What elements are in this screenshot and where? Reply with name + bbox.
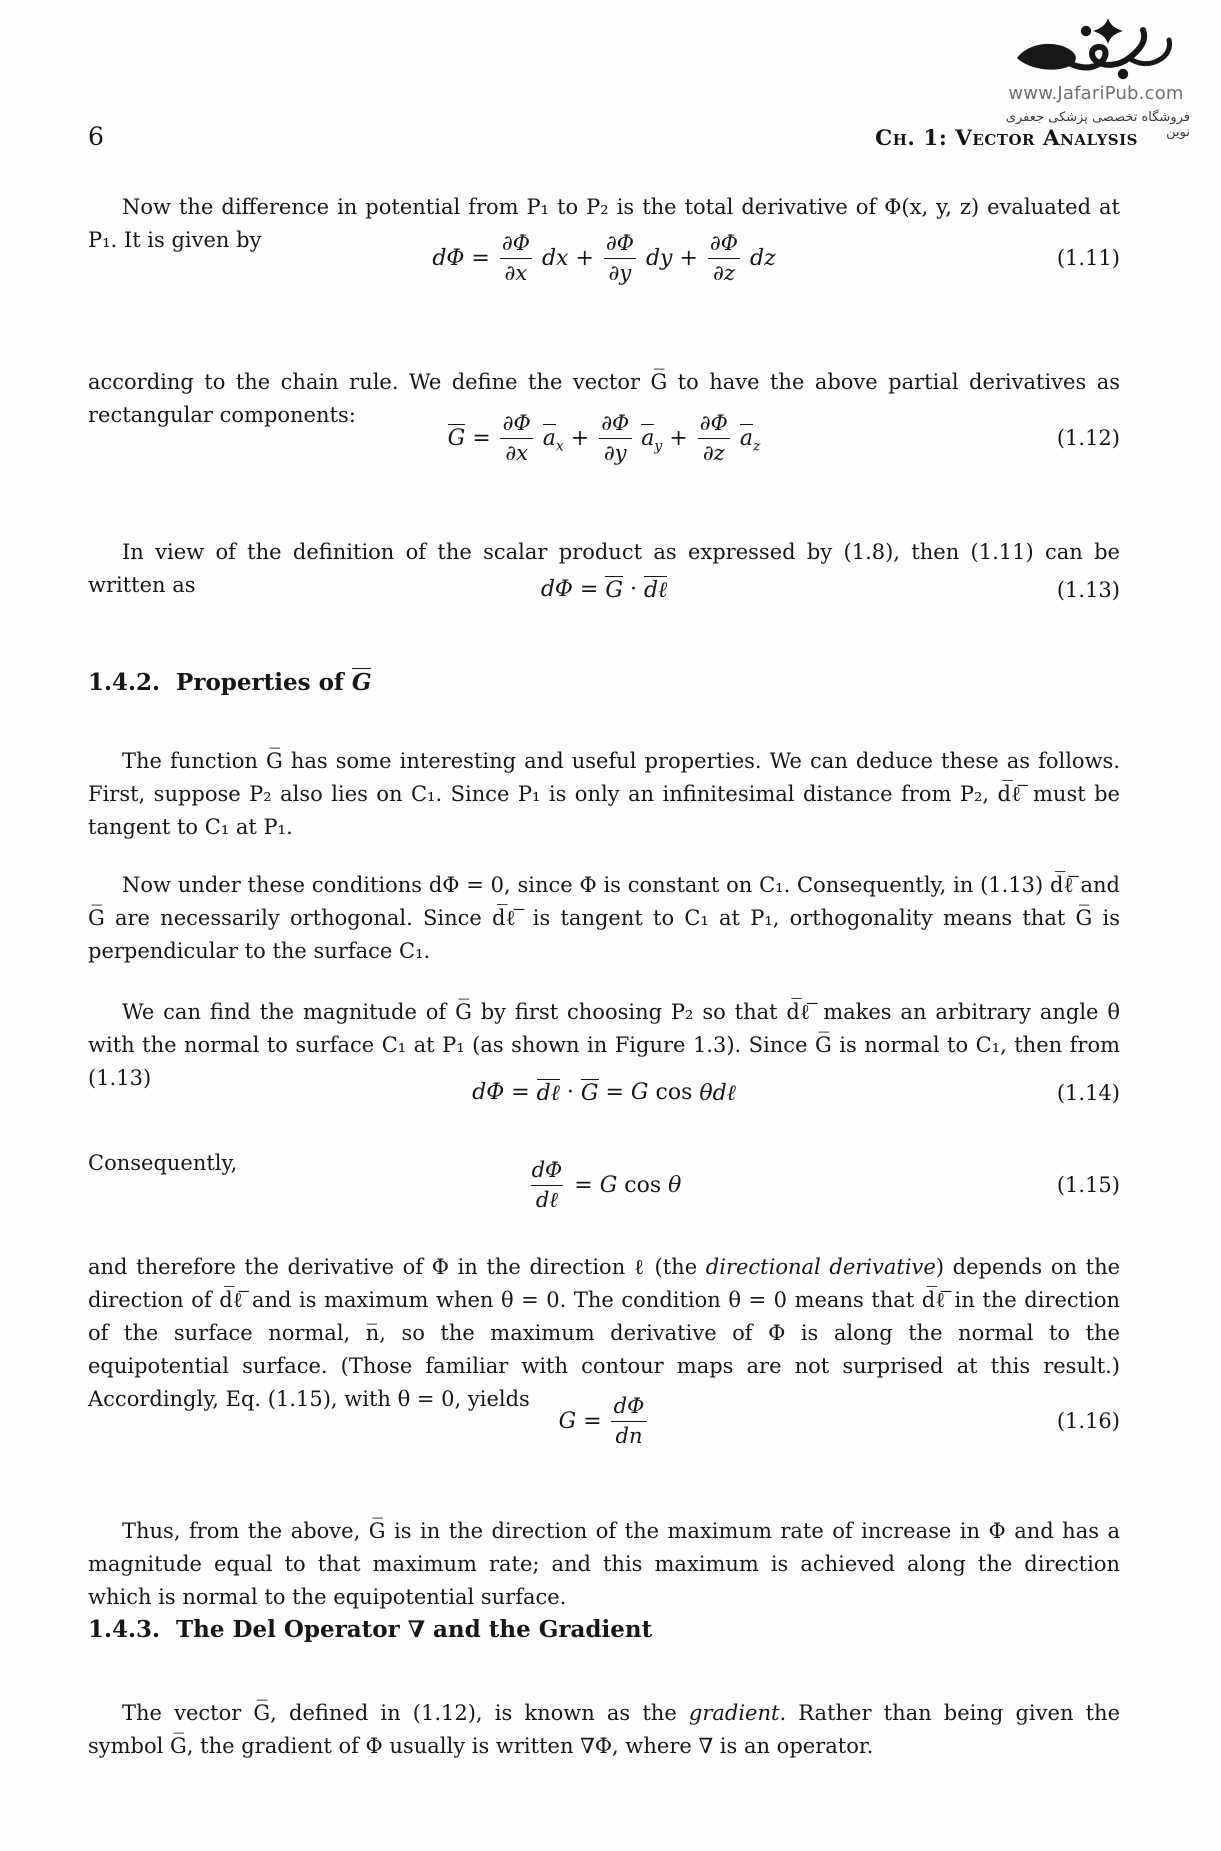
eq13-dot-operator: · bbox=[629, 577, 637, 603]
italic-directional-derivative: directional derivative bbox=[705, 1255, 936, 1279]
paragraph-scalar-product: In view of the definition of the scalar product as expressed by (1.8), then (1.11) can be written as bbox=[88, 540, 1120, 597]
equation-1-11-body bbox=[432, 230, 775, 286]
publisher-logo-icon bbox=[1011, 18, 1181, 82]
equation-1-16 bbox=[88, 1385, 1120, 1457]
eq12-G-bar: G bbox=[447, 426, 466, 452]
eq12-equals: = bbox=[472, 425, 491, 451]
eq11-dz: dz bbox=[749, 245, 776, 271]
page-number: 6 bbox=[88, 122, 104, 151]
eq14-cos: cos bbox=[655, 1080, 693, 1106]
eq14-lhs: dΦ = bbox=[472, 1080, 530, 1106]
section-heading-1-4-3 bbox=[88, 1616, 1120, 1643]
publisher-tagline: فروشگاه تخصصی پزشکی جعفری نوین bbox=[1005, 110, 1190, 140]
eq14-G-bar: G bbox=[580, 1081, 599, 1107]
section-number: 1.4.3. bbox=[88, 1616, 161, 1643]
eq12-unit-z: $a_z$ bbox=[739, 426, 761, 455]
italic-gradient: gradient bbox=[688, 1701, 780, 1725]
equation-number-1-15: (1.15) bbox=[1056, 1173, 1120, 1197]
section-heading-1-4-2 bbox=[88, 668, 1120, 696]
paragraph-text: ) depends on the direction of d̅ℓ̅ and is maximum when θ = 0. The condition θ = 0 means that d̅ℓ̅ in the direction of the surface normal, n̅, so the maximum derivative of Φ is along the normal to the equipotential surface. (Those familiar with contour maps are not surprised at this result.) Accordingly, Eq. (1.15), with θ = 0, yields bbox=[88, 1255, 1121, 1411]
paragraph-text: and therefore the derivative of Φ in the direction ℓ (the bbox=[88, 1255, 706, 1279]
paragraph-orthogonality: Now under these conditions dΦ = 0, since Φ is constant on C₁. Consequently, in (1.13) d̅ℓ̅ and G̅ are necessarily orthogonal. Since d̅ℓ̅ is tangent to C₁ at P₁, orthogonality means that G̅ is perpendicular to the surface C₁. bbox=[88, 873, 1120, 963]
eq14-theta-dl: θdℓ bbox=[699, 1080, 736, 1106]
equation-number-1-14: (1.14) bbox=[1056, 1081, 1120, 1105]
eq13-G-bar: G bbox=[605, 578, 623, 604]
equation-number-1-16: (1.16) bbox=[1056, 1409, 1120, 1433]
paragraph-properties-intro: The function G̅ has some interesting and useful properties. We can deduce these as follows. First, suppose P₂ also lies on C₁. Since P₁ is only an infinitesimal distance from P₂, d̅ℓ̅ must be tangent to C₁ at P₁. bbox=[88, 749, 1120, 839]
eq11-lhs: dΦ = bbox=[432, 245, 490, 271]
equation-number-1-13: (1.13) bbox=[1056, 578, 1120, 602]
chapter-running-head: Ch. 1: Vector Analysis bbox=[875, 126, 1138, 151]
equation-1-14-body bbox=[472, 1079, 736, 1106]
section-title-G-bar: G bbox=[351, 669, 372, 696]
equation-number-1-12: (1.12) bbox=[1056, 426, 1120, 450]
equation-1-14 bbox=[88, 1075, 1120, 1111]
eq14-rhs: = G bbox=[605, 1080, 649, 1106]
paragraph-del-operator bbox=[88, 1697, 1120, 1763]
eq12-plus2: + bbox=[669, 425, 688, 451]
eq12-fraction-x: $\frac{\partial\Phi}{\partial x}$ bbox=[498, 410, 536, 466]
eq12-fraction-z: $\frac{\partial\Phi}{\partial z}$ bbox=[699, 411, 728, 465]
equation-number-1-11: (1.11) bbox=[1056, 246, 1120, 270]
eq11-dx: dx bbox=[541, 245, 569, 271]
eq16-lhs: G = bbox=[558, 1408, 602, 1434]
publisher-logo-block bbox=[1000, 18, 1192, 140]
eq15-rhs: = G bbox=[574, 1172, 618, 1198]
eq12-unit-y: $a_y$ bbox=[641, 426, 663, 455]
section-number: 1.4.2. bbox=[88, 669, 161, 696]
equation-1-15-body bbox=[527, 1157, 682, 1213]
eq11-plus1: + bbox=[575, 245, 594, 271]
eq11-plus2: + bbox=[679, 245, 698, 271]
eq11-fraction-z: $\frac{\partial\Phi}{\partial z}$ bbox=[709, 231, 738, 285]
publisher-url: www.JafariPub.com bbox=[1008, 83, 1184, 104]
paragraph-consequently: Consequently, bbox=[88, 1151, 238, 1175]
eq15-fraction: $\frac{d\Phi}{\text{dℓ}}$ bbox=[531, 1158, 563, 1212]
paragraph-chain-rule: according to the chain rule. We define the vector G̅ to have the above partial derivatives as rectangular components: bbox=[88, 370, 1120, 427]
equation-1-12 bbox=[88, 394, 1120, 482]
section-title: Properties of bbox=[176, 669, 352, 696]
equation-1-13 bbox=[88, 572, 1120, 608]
eq14-dl-bar: dℓ bbox=[536, 1081, 560, 1107]
paragraph-text: . Rather than being given the symbol G̅, the gradient of Φ usually is written ∇Φ, where ∇ is an operator. bbox=[88, 1701, 1120, 1758]
eq16-fraction: $\frac{d\Phi}{dn}$ bbox=[609, 1393, 650, 1449]
eq13-dl-bar: dℓ bbox=[643, 578, 668, 604]
paragraph-intro-potential-difference: Now the difference in potential from P₁ to P₂ is the total derivative of Φ(x, y, z) evaluated at P₁. It is given by bbox=[88, 195, 1120, 252]
eq11-fraction-x: $\frac{\partial\Phi}{\partial x}$ bbox=[497, 230, 535, 286]
eq15-theta: θ bbox=[668, 1172, 682, 1198]
section-title: The Del Operator ∇ and the Gradient bbox=[176, 1616, 653, 1643]
eq13-lhs: dΦ = bbox=[540, 577, 599, 603]
equation-1-13-body bbox=[541, 576, 667, 603]
equation-1-12-body bbox=[448, 410, 761, 466]
paragraph-gradient-direction: Thus, from the above, G̅ is in the direction of the maximum rate of increase in Φ and has a magnitude equal to that maximum rate; and this maximum is achieved along the direction which is normal to the equipotential surface. bbox=[88, 1519, 1120, 1609]
paragraph-magnitude: We can find the magnitude of G̅ by first choosing P₂ so that d̅ℓ̅ makes an arbitrary angle θ with the normal to surface C₁ at P₁ (as shown in Figure 1.3). Since G̅ is normal to C₁, then from (1.13) bbox=[88, 1000, 1120, 1090]
eq14-dot-operator: · bbox=[566, 1080, 574, 1106]
eq15-cos: cos bbox=[624, 1172, 662, 1198]
equation-1-15 bbox=[88, 1146, 1120, 1224]
eq12-fraction-y: $\frac{\partial\Phi}{\partial y}$ bbox=[596, 410, 634, 466]
equation-1-16-body bbox=[559, 1393, 650, 1449]
paragraph-text: The vector G̅, defined in (1.12), is known as the bbox=[122, 1701, 689, 1725]
eq12-plus1: + bbox=[570, 425, 590, 451]
eq11-fraction-y: $\frac{\partial\Phi}{\partial y}$ bbox=[601, 230, 639, 286]
eq12-unit-x: $a_x$ bbox=[542, 426, 564, 455]
equation-1-11 bbox=[88, 214, 1120, 302]
eq11-dy: dy bbox=[645, 245, 673, 271]
